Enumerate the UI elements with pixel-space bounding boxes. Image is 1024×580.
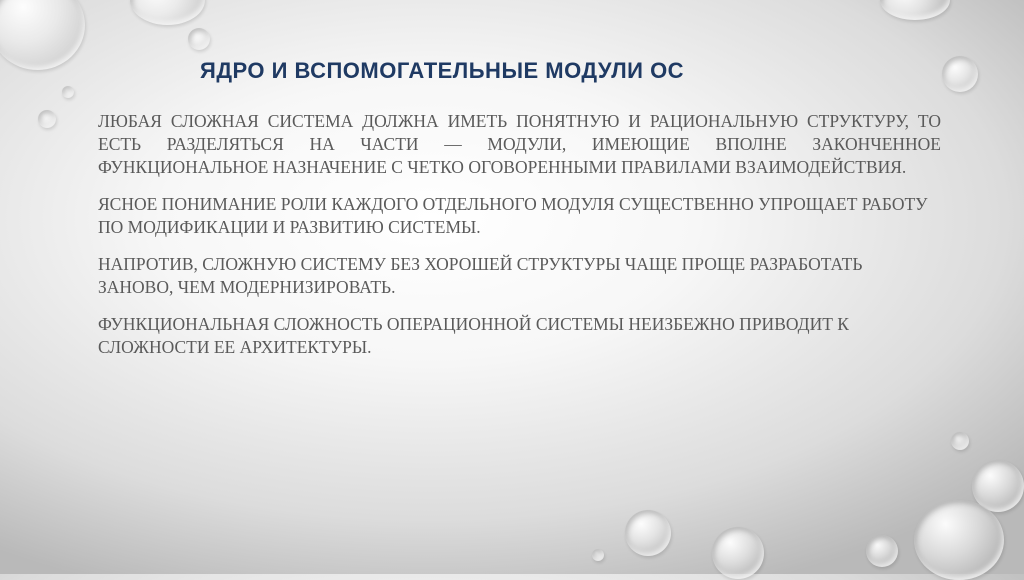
water-drop-decoration <box>866 535 898 567</box>
water-drop-decoration <box>942 56 978 92</box>
paragraph-modules: ЛЮБАЯ СЛОЖНАЯ СИСТЕМА ДОЛЖНА ИМЕТЬ ПОНЯТНУЮ И РАЦИОНАЛЬНУЮ СТРУКТУРУ, ТО ЕСТЬ РАЗДЕЛЯТЬСЯ НА ЧАСТИ — МОДУЛИ, ИМЕЮЩИЕ ВПОЛНЕ ЗАКОНЧЕННОЕ ФУНКЦИОНАЛЬНОЕ НАЗНАЧЕНИЕ С ЧЕТКО ОГОВОРЕННЫМИ ПРАВИЛАМИ ВЗАИМОДЕЙСТВИЯ. <box>98 111 941 177</box>
water-drop-decoration <box>712 527 764 579</box>
paragraph-module-roles: ЯСНОЕ ПОНИМАНИЕ РОЛИ КАЖДОГО ОТДЕЛЬНОГО МОДУЛЯ СУЩЕСТВЕННО УПРОЩАЕТ РАБОТУ ПО МОДИФИКАЦИИ И РАЗВИТИЮ СИСТЕМЫ. <box>98 194 928 237</box>
water-drop-decoration <box>592 549 604 561</box>
water-drop-decoration <box>62 86 74 98</box>
paragraph-unstructured-system: НАПРОТИВ, СЛОЖНУЮ СИСТЕМУ БЕЗ ХОРОШЕЙ СТРУКТУРЫ ЧАЩЕ ПРОЩЕ РАЗРАБОТАТЬ ЗАНОВО, ЧЕМ МОДЕРНИЗИРОВАТЬ. <box>98 254 863 297</box>
water-drop-decoration <box>0 0 85 70</box>
water-drop-decoration <box>914 500 1004 580</box>
slide-body <box>98 110 941 373</box>
water-drop-decoration <box>130 0 205 25</box>
water-drop-decoration <box>38 110 56 128</box>
water-drop-decoration <box>951 432 969 450</box>
water-drop-decoration <box>880 0 950 20</box>
water-drop-decoration <box>188 28 210 50</box>
slide-title: ЯДРО И ВСПОМОГАТЕЛЬНЫЕ МОДУЛИ ОС <box>200 58 685 83</box>
paragraph-architecture-complexity: ФУНКЦИОНАЛЬНАЯ СЛОЖНОСТЬ ОПЕРАЦИОННОЙ СИСТЕМЫ НЕИЗБЕЖНО ПРИВОДИТ К СЛОЖНОСТИ ЕЕ АРХИТЕКТУРЫ. <box>98 314 849 357</box>
water-drop-decoration <box>625 510 671 556</box>
